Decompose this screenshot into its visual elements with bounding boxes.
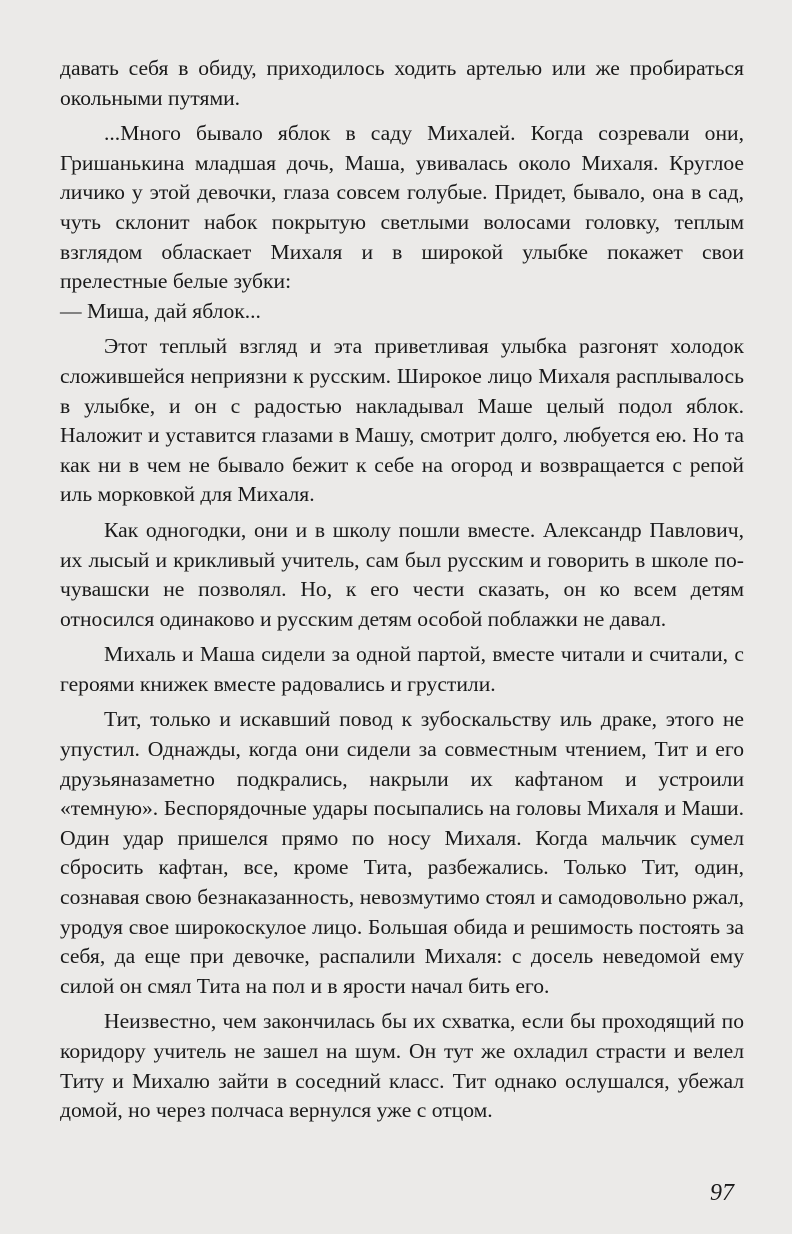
page-body-text <box>60 54 744 1126</box>
paragraph-4: Как одногодки, они и в школу пошли вместе. Александр Павлович, их лысый и крикливый учитель, сам был русским и говорить в школе по-чувашски не позволял. Но, к его чести сказать, он ко всем детям относился одинаково и русским детям особой поблажки не давал. <box>60 517 744 631</box>
dialogue-line: — Миша, дай яблок... <box>60 298 261 323</box>
paragraph-1: давать себя в обиду, приходилось ходить артелью или же пробираться окольными путями. <box>60 56 744 110</box>
paragraph-3: Этот теплый взгляд и эта приветливая улыбка разгонят холодок сложившейся неприязни к русским. Широкое лицо Михаля расплывалось в улыбке, и он с радостью накладывал Маше целый подол яблок. Наложит и уставится глазами в Машу, смотрит долго, любуется ею. Но та как ни в чем не бывало бежит к себе на огород и возвращается с репой иль морковкой для Михаля. <box>60 334 744 507</box>
paragraph-2: ...Много бывало яблок в саду Михалей. Когда созревали они, Гришанькина младшая дочь, Маша, увивалась около Михаля. Круглое личико у этой девочки, глаза совсем голубые. Придет, бывало, она в сад, чуть склонит набок покрытую светлыми волосами головку, теплым взглядом обласкает Михаля и в широкой улыбке покажет свои прелестные белые зубки: <box>60 121 744 294</box>
paragraph-7: Неизвестно, чем закончилась бы их схватка, если бы проходящий по коридору учитель не зашел на шум. Он тут же охладил страсти и велел Титу и Михалю зайти в соседний класс. Тит однако ослушался, убежал домой, но через полчаса вернулся уже с отцом. <box>60 1009 744 1123</box>
paragraph-6: Тит, только и искавший повод к зубоскальству иль драке, этого не упустил. Однажды, когда они сидели за совместным чтением, Тит и его друзьяназаметно подкрались, накрыли их кафтаном и устроили «темную». Беспорядочные удары посыпались на головы Михаля и Маши. Один удар пришелся прямо по носу Михаля. Когда мальчик сумел сбросить кафтан, все, кроме Тита, разбежались. Только Тит, один, сознавая свою безнаказанность, невозмутимо стоял и самодовольно ржал, уродуя свое широкоскулое лицо. Большая обида и решимость постоять за себя, да еще при девочке, распалили Михаля: с досель неведомой ему силой он смял Тита на пол и в ярости начал бить его. <box>60 707 744 998</box>
paragraph-5: Михаль и Маша сидели за одной партой, вместе читали и считали, с героями книжек вместе радовались и грустили. <box>60 642 744 696</box>
page-number: 97 <box>710 1180 734 1206</box>
